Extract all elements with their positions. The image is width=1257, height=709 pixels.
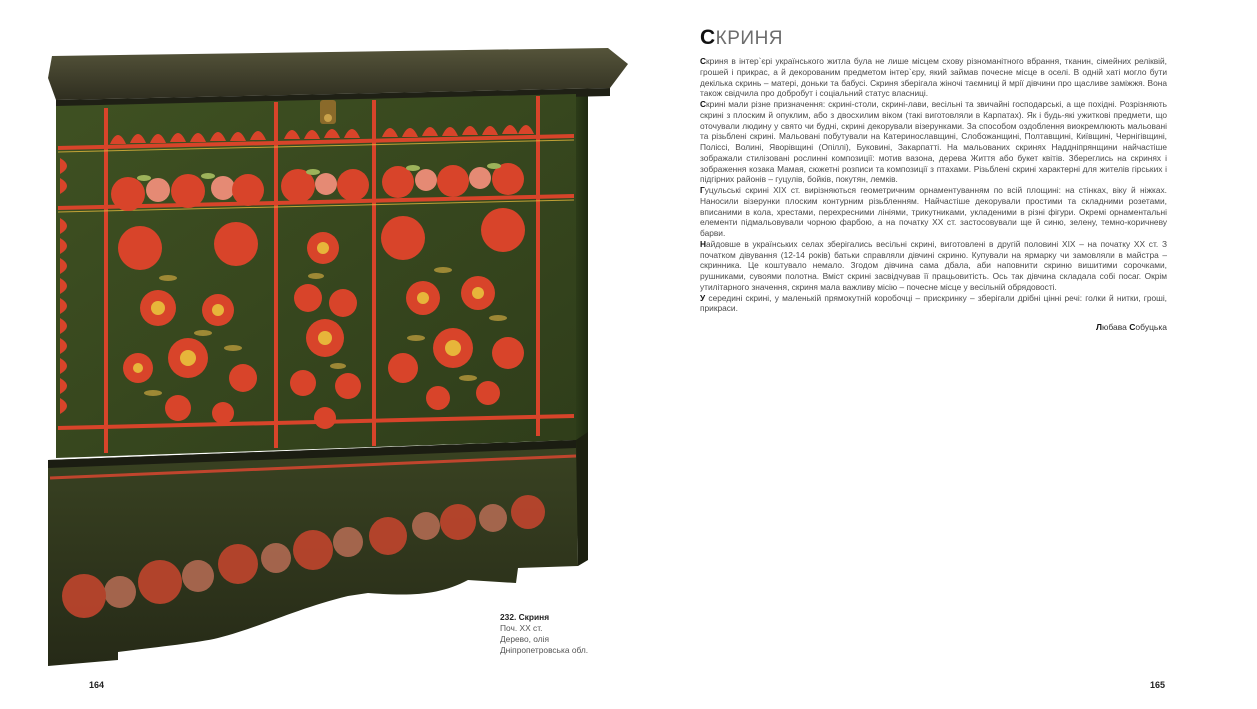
page-number-right: 165: [1150, 680, 1166, 690]
page-number-left: 164: [89, 680, 105, 690]
article: [700, 26, 1167, 332]
title-dropcap: С: [700, 26, 716, 49]
paragraph-4: [700, 239, 1167, 293]
paragraph-2: [700, 99, 1167, 185]
article-title: [700, 26, 1167, 50]
caption-region: Дніпропетровська обл.: [500, 645, 589, 655]
caption-date: Поч. XX ст.: [500, 623, 543, 633]
paragraph-4-text: айдовше в українських селах зберігались весільні скрині, виготовлені в другій половині XIX – на початку XX ст. З початком дівування (12-14 років) батьки справляли дівчині скриню. Купували на ярмарку чи замовляли в майстра – скринника. Це коштувало немало. Згодом дівчина сама дбала, аби наповнити скриню вишитими сорочками, рушниками, сувоями полотна. Вміст скрині засвідчував її працьовитість. Ось так дівчина складала собі посаг. Окрім утилітарного значення, скриня мала важливу місію – почесне місце у весільній обрядовості.: [700, 238, 1167, 292]
caption-title: 232. Скриня: [500, 612, 550, 622]
paragraph-2-cap: С: [700, 99, 707, 109]
caption-material: Дерево, олія: [500, 634, 550, 644]
paragraph-5-cap: У: [700, 292, 706, 303]
figure-caption: [500, 612, 620, 656]
author-first-rest: юбава: [1101, 322, 1130, 332]
paragraph-1-text: криня в інтер`єрі українського житла була не лише місцем схову різноманітного вбрання, тканин, сімейних реліквій, грошей і прикрас, а й декорованим предметом інтер`єру, який займав почесне місце в оселі. В одній хаті могло бути декілька скринь – матері, доньки та бабусі. Скриня зберігала жіночі таємниці й мрії дівчини про щасливе заміжжя. Вона також свідчила про добробут і соціальний статус власниці.: [700, 56, 1167, 99]
author-signature: [700, 322, 1167, 332]
paragraph-5: [700, 293, 1167, 315]
chest-illustration: [48, 48, 630, 676]
author-last-cap: С: [1129, 322, 1136, 332]
title-rest: КРИНЯ: [715, 28, 784, 49]
paragraph-3-text: уцульські скрині XIX ст. вирізняються геометричним орнаментуванням по всій площині: на стінках, віку й ніжках. Наносили візерунки плоским контурним різьбленням. Найчастіше декорували простими та складними розетами, вписаними в кола, хрестами, перехресними лініями, трикутниками, укладеними в різні фігури. Окремі орнаментальні елементи підмальовували чорною фарбою, а на початку XX ст. застосовували ще й синю, зелену, темно-коричневу барви.: [700, 185, 1167, 238]
author-last-rest: обуцька: [1135, 322, 1167, 332]
paragraph-3-cap: Г: [700, 185, 705, 195]
paragraph-5-text: середині скрині, у маленькій прямокутній коробочці – прискринку – зберігали дрібні цінні речі: голки й нитки, гроші, прикраси.: [700, 292, 1167, 314]
paragraph-3: [700, 185, 1167, 239]
paragraph-4-cap: Н: [700, 238, 707, 249]
paragraph-1: [700, 56, 1167, 99]
paragraph-2-text: крині мали різне призначення: скрині-столи, скрині-лави, весільні та звичайні господарські, а ще похідні. Розрізняють скрині з плоским й опуклим, або з двосхилим віком (такі виготовляли в Карпатах). Як і будь-які ужиткові предмети, що оточували людину у свято чи будні, скрині декорували візерунками. За способом оздоблення виокремлюють мальовані та різьблені скрині. Мальовані побутували на Катеринославщині, Слобожанщині, Полтавщині, Київщині, Чернігівщині, Поліссі, Волині, Яворівщині (Опіллі), Буковині, Закарпатті. На мальованих скринях Наддніпрянщини найчастіше зображали стилізовані рослинні композиції: мотив вазона, дерева Життя або букет квітів. Збереглись на скринях і зображення козака Мамая, сюжетні розписи та композиції з птахами. Різьблені скрині характерні для жителів гірських і підгірних районів – гуцулів, бойків, покутян, лемків.: [700, 99, 1167, 185]
painted-chest-photo: [48, 48, 630, 676]
paragraph-1-cap: С: [700, 56, 707, 66]
author-first-cap: Л: [1096, 322, 1102, 332]
